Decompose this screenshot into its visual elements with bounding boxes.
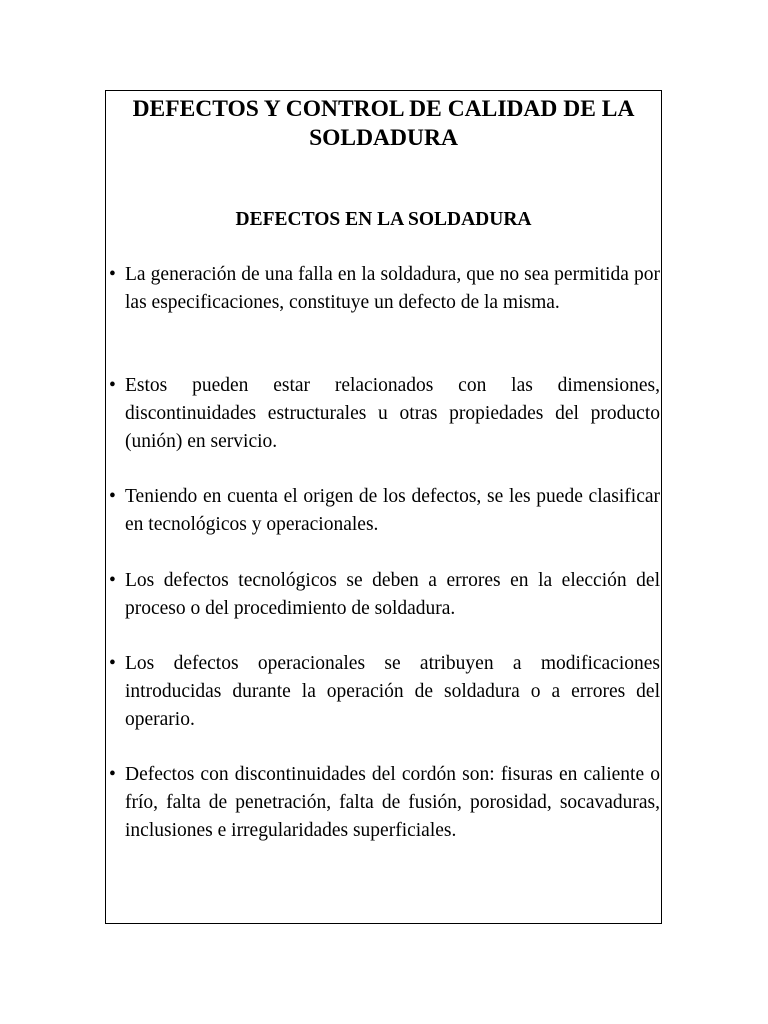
bullet-text: Defectos con discontinuidades del cordón son: fisuras en caliente o frío, falta de penetración, falta de fusión, porosidad, socavaduras, inclusiones e irregularidades superficiales. [125, 764, 660, 841]
bullet-dot-icon: • [109, 764, 116, 785]
bullet-dot-icon: • [109, 653, 116, 674]
bullet-text: La generación de una falla en la soldadura, que no sea permitida por las especificaciones, constituye un defecto de la misma. [125, 264, 660, 313]
bullet-dot-icon: • [109, 375, 116, 396]
bullet-dot-icon: • [109, 570, 116, 591]
bullet-dot-icon: • [109, 486, 116, 507]
document-frame [105, 90, 662, 924]
document-title: DEFECTOS Y CONTROL DE CALIDAD DE LA SOLDADURA [132, 96, 635, 151]
bullet-text: Teniendo en cuenta el origen de los defectos, se les puede clasificar en tecnológicos y operacionales. [125, 486, 660, 535]
bullet-text: Los defectos tecnológicos se deben a errores en la elección del proceso o del procedimiento de soldadura. [125, 570, 660, 619]
bullet-text: Los defectos operacionales se atribuyen a modificaciones introducidas durante la operación de soldadura o a errores del operario. [125, 653, 660, 730]
bullet-text: Estos pueden estar relacionados con las dimensiones, discontinuidades estructurales u otras propiedades del producto (unión) en servicio. [125, 375, 660, 452]
bullet-dot-icon: • [109, 264, 116, 285]
section-subtitle: DEFECTOS EN LA SOLDADURA [235, 209, 532, 230]
